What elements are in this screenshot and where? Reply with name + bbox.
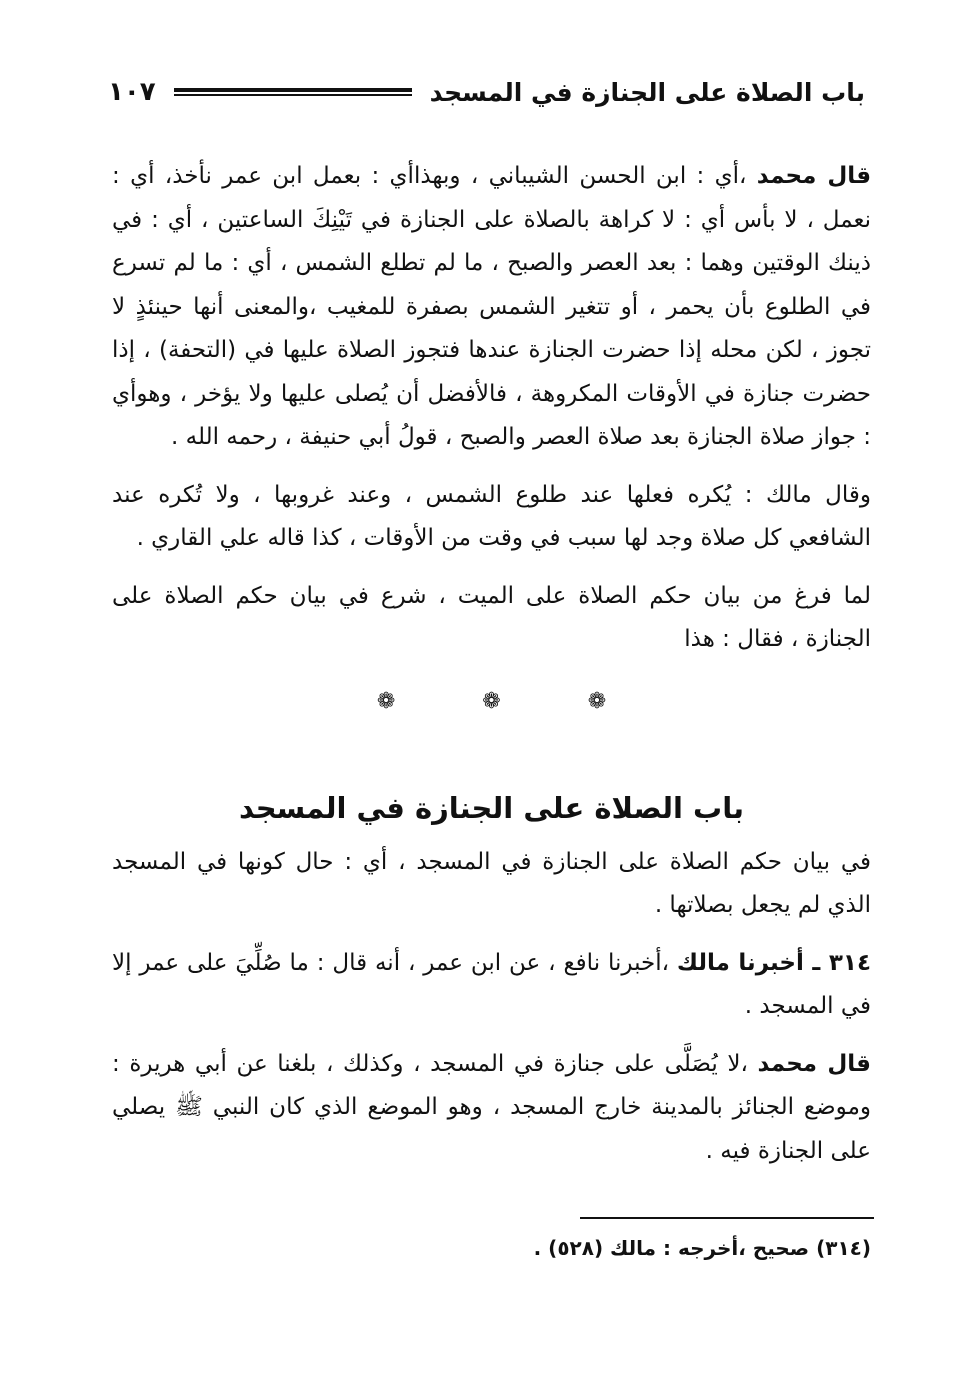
- footnote-rule: [580, 1217, 874, 1219]
- page-body: [112, 155, 871, 1187]
- speaker-lead: قال محمد: [756, 163, 871, 189]
- commentary-paragraph: [112, 1043, 871, 1174]
- section-intro: في بيان حكم الصلاة على الجنازة في المسجد ، أي : حال كونها في المسجد الذي لم يجعل بصلاتها .: [112, 848, 871, 918]
- footnote: (٣١٤) صحيح ،أخرجه : مالك (٥٢٨) .: [533, 1236, 871, 1260]
- paragraph-malik: وقال مالك : يُكره فعلها عند طلوع الشمس ، وعند غروبها ، ولا تُكره عند الشافعي كل صلاة وجد لها سبب في وقت من الأوقات ، كذا قاله علي القاري .: [112, 481, 871, 551]
- paragraph-text: ،أي : ابن الحسن الشيباني ، وبهذاأي : بعمل ابن عمر نأخذ، أي : نعمل ، لا بأس أي : لا كراهة بالصلاة على الجنازة في تَيْنِكَ الساعتين ، أي : في ذينك الوقتين وهما : بعد العصر والصبح ، ما لم تطلع الشمس ، أي : ما لم تسرع في الطلوع بأن يحمر ، أو تتغير الشمس بصفرة للمغيب ،والمعنى أنها حينئذٍ لا تجوز ، لكن محله إذا حضرت الجنازة عندها فتجوز الصلاة عليها في (التحفة) ، إذا حضرت جنازة في الأوقات المكروهة ، فالأفضل أن يُصلى عليها ولا يؤخر ، وهوأي : جواز صلاة الجنازة بعد صلاة العصر والصبح ، قولُ أبي حنيفة ، رحمه الله .: [112, 163, 871, 450]
- page-header: [108, 72, 865, 112]
- hadith-text: ،أخبرنا نافع ، عن ابن عمر ، أنه قال : ما صُلِّيَ على عمر إلا في المسجد .: [112, 949, 871, 1019]
- header-rule: [174, 88, 412, 96]
- section-separator: ❁ ❁ ❁: [376, 688, 647, 714]
- commentary-text: ،لا يُصَلَّى على جنازة في المسجد ، وكذلك ، بلغنا عن أبي هريرة : وموضع الجنائز بالمدينة خارج المسجد ، وهو الموضع الذي كان النبي ﷺ يصلي على الجنازة فيه .: [112, 1050, 871, 1164]
- paragraph-commentary: [112, 155, 871, 460]
- hadith-314: [112, 942, 871, 1029]
- section-title: باب الصلاة على الجنازة في المسجد: [239, 791, 744, 825]
- running-title: باب الصلاة على الجنازة في المسجد: [429, 77, 865, 107]
- paragraph-transition: لما فرغ من بيان حكم الصلاة على الميت ، شرع في بيان حكم الصلاة على الجنازة ، فقال : هذا: [112, 582, 871, 652]
- commentary-lead: قال محمد: [757, 1050, 871, 1077]
- hadith-lead: ٣١٤ ـ أخبرنا مالك: [676, 949, 871, 976]
- page-number: ١٠٧: [108, 77, 156, 107]
